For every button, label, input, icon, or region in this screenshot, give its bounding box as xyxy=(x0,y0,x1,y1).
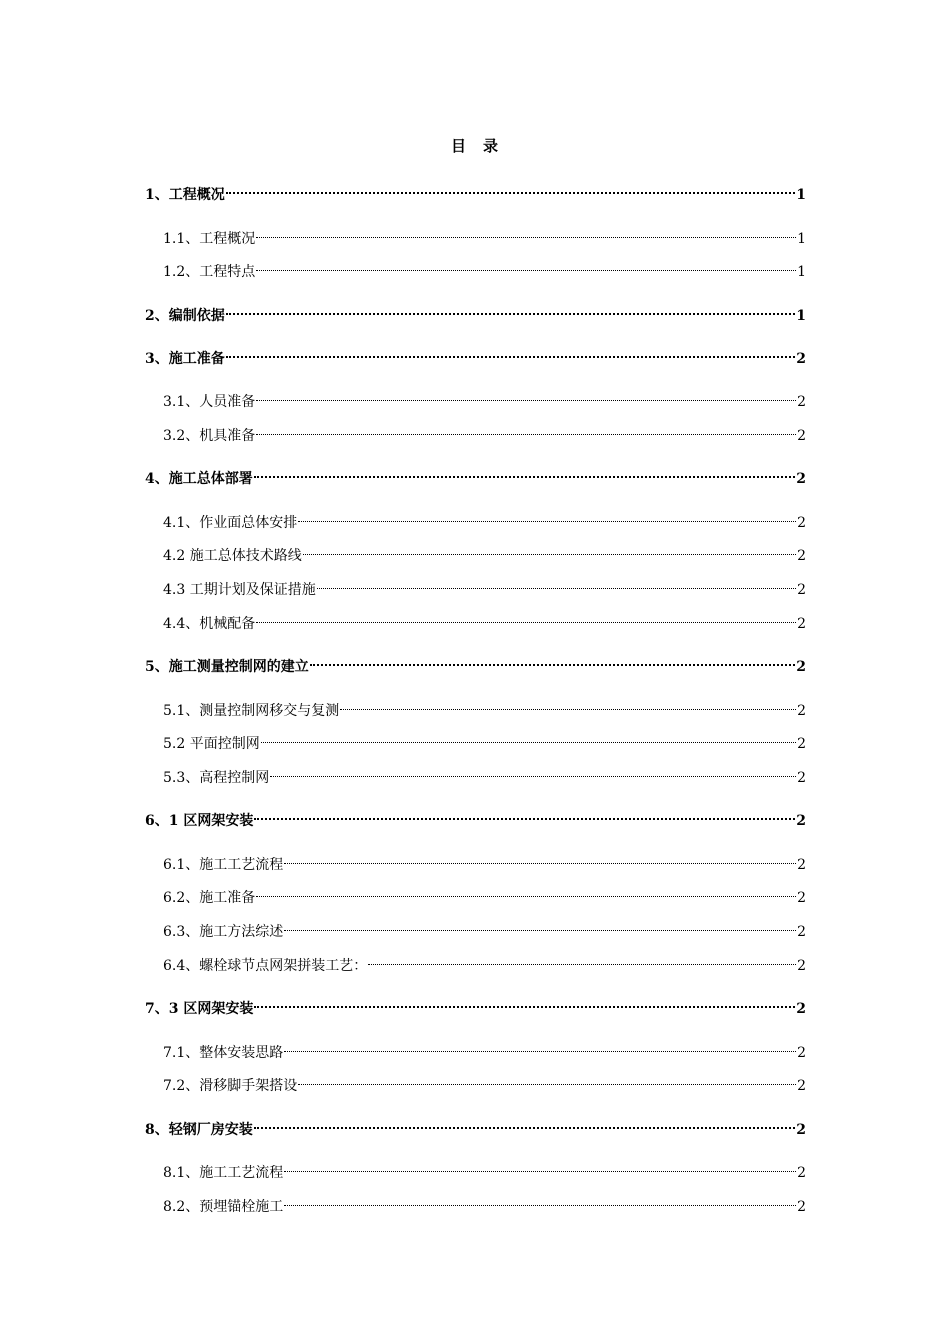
toc-entry-7-2[interactable] xyxy=(163,1070,806,1094)
toc-page-number: 2 xyxy=(797,1078,806,1094)
toc-page-number: 2 xyxy=(797,736,806,752)
toc-leader xyxy=(254,1114,796,1134)
toc-entry-label: 8.2、预埋锚栓施工 xyxy=(163,1199,284,1215)
toc-entry-6-3[interactable] xyxy=(163,916,806,940)
toc-entry-label: 1.1、工程概况 xyxy=(163,231,256,247)
toc-leader xyxy=(261,728,796,748)
toc-entry-3-2[interactable] xyxy=(163,420,806,444)
toc-page-number: 2 xyxy=(796,813,806,829)
toc-entry-7[interactable] xyxy=(145,993,806,1017)
toc-entry-label: 5.2 平面控制网 xyxy=(163,736,260,752)
toc-entry-label: 4.3 工期计划及保证措施 xyxy=(163,582,316,598)
toc-entry-label: 4.1、作业面总体安排 xyxy=(163,515,298,531)
toc-leader xyxy=(284,1037,796,1057)
toc-page-number: 1 xyxy=(797,231,806,247)
toc-entry-8[interactable] xyxy=(145,1114,806,1138)
toc-entry-6-2[interactable] xyxy=(163,882,806,906)
toc-page-number: 1 xyxy=(796,187,806,203)
toc-page-number: 2 xyxy=(797,428,806,444)
toc-leader xyxy=(340,695,796,715)
toc-entry-4[interactable] xyxy=(145,463,806,487)
toc-page-number: 1 xyxy=(796,308,806,324)
toc-page-number: 2 xyxy=(797,890,806,906)
toc-entry-5-2[interactable] xyxy=(163,728,806,752)
toc-page-number: 2 xyxy=(796,1122,806,1138)
toc-leader xyxy=(256,882,796,902)
toc-leader xyxy=(284,1157,796,1177)
toc-page-number: 2 xyxy=(797,703,806,719)
toc-entry-label: 2、编制依据 xyxy=(145,308,225,324)
toc-page-number: 2 xyxy=(797,857,806,873)
toc-entry-7-1[interactable] xyxy=(163,1037,806,1061)
toc-entry-1-2[interactable] xyxy=(163,256,806,280)
toc-leader xyxy=(256,256,796,276)
toc-entry-2[interactable] xyxy=(145,300,806,324)
toc-entry-8-1[interactable] xyxy=(163,1157,806,1181)
toc-leader xyxy=(303,540,796,560)
toc-entry-label: 8.1、施工工艺流程 xyxy=(163,1165,284,1181)
toc-leader xyxy=(284,916,796,936)
toc-entry-label: 3.1、人员准备 xyxy=(163,394,256,410)
toc-entry-4-4[interactable] xyxy=(163,608,806,632)
toc-leader xyxy=(256,386,796,406)
toc-entry-label: 7、3 区网架安装 xyxy=(145,1001,254,1017)
toc-entry-label: 1.2、工程特点 xyxy=(163,264,256,280)
toc-leader xyxy=(226,300,796,320)
toc-page-number: 2 xyxy=(797,1199,806,1215)
toc-page-number: 2 xyxy=(796,1001,806,1017)
toc-leader xyxy=(368,950,796,970)
toc-entry-6-1[interactable] xyxy=(163,849,806,873)
toc-page-number: 2 xyxy=(797,616,806,632)
toc-leader xyxy=(254,993,795,1013)
toc-leader xyxy=(254,463,796,483)
toc-entry-3[interactable] xyxy=(145,343,806,367)
toc-entry-1[interactable] xyxy=(145,179,806,203)
toc-title: 目 录 xyxy=(450,137,499,155)
toc-page-number: 2 xyxy=(797,958,806,974)
toc-leader xyxy=(256,420,796,440)
toc-leader xyxy=(298,507,796,527)
toc-entry-label: 6.4、螺栓球节点网架拼装工艺： xyxy=(163,958,368,974)
toc-entry-label: 4.2 施工总体技术路线 xyxy=(163,548,302,564)
toc-page-number: 2 xyxy=(797,1045,806,1061)
toc-page-number: 2 xyxy=(797,770,806,786)
toc-entry-label: 4.4、机械配备 xyxy=(163,616,256,632)
toc-entry-4-3[interactable] xyxy=(163,574,806,598)
toc-leader xyxy=(270,762,796,782)
toc-leader xyxy=(310,651,796,671)
toc-entry-3-1[interactable] xyxy=(163,386,806,410)
toc-entry-label: 6.1、施工工艺流程 xyxy=(163,857,284,873)
toc-page-number: 2 xyxy=(797,1165,806,1181)
toc-entry-label: 7.1、整体安装思路 xyxy=(163,1045,284,1061)
toc-leader xyxy=(256,223,796,243)
toc-entry-4-1[interactable] xyxy=(163,507,806,531)
toc-entry-6-4[interactable] xyxy=(163,950,806,974)
toc-page-number: 2 xyxy=(796,471,806,487)
toc-entry-label: 4、施工总体部署 xyxy=(145,471,253,487)
toc-leader xyxy=(298,1070,796,1090)
toc-page-number: 2 xyxy=(796,659,806,675)
toc-leader xyxy=(317,574,796,594)
toc-entry-label: 7.2、滑移脚手架搭设 xyxy=(163,1078,298,1094)
toc-entry-5-1[interactable] xyxy=(163,695,806,719)
toc-entry-5-3[interactable] xyxy=(163,762,806,786)
toc-entry-4-2[interactable] xyxy=(163,540,806,564)
toc-entry-label: 3、施工准备 xyxy=(145,351,225,367)
toc-entry-8-2[interactable] xyxy=(163,1191,806,1215)
toc-entry-label: 1、工程概况 xyxy=(145,187,225,203)
toc-page-number: 2 xyxy=(797,924,806,940)
toc-leader xyxy=(256,608,796,628)
toc-entry-label: 3.2、机具准备 xyxy=(163,428,256,444)
toc-entry-label: 8、轻钢厂房安装 xyxy=(145,1122,253,1138)
toc-entry-label: 6.3、施工方法综述 xyxy=(163,924,284,940)
toc-entry-label: 5、施工测量控制网的建立 xyxy=(145,659,309,675)
toc-entry-6[interactable] xyxy=(145,805,806,829)
toc-page-number: 2 xyxy=(796,351,806,367)
toc-leader xyxy=(226,179,796,199)
toc-entry-label: 5.1、测量控制网移交与复测 xyxy=(163,703,340,719)
toc-entry-label: 6、1 区网架安装 xyxy=(145,813,254,829)
toc-page-number: 2 xyxy=(797,582,806,598)
toc-leader xyxy=(284,849,796,869)
toc-leader xyxy=(226,343,796,363)
toc-entry-5[interactable] xyxy=(145,651,806,675)
toc-entry-1-1[interactable] xyxy=(163,223,806,247)
toc-entry-label: 5.3、高程控制网 xyxy=(163,770,270,786)
toc-leader xyxy=(284,1191,796,1211)
toc-page-number: 2 xyxy=(797,515,806,531)
toc-page-number: 2 xyxy=(797,548,806,564)
toc-entry-label: 6.2、施工准备 xyxy=(163,890,256,906)
toc-page-number: 1 xyxy=(797,264,806,280)
toc-page-number: 2 xyxy=(797,394,806,410)
toc-leader xyxy=(254,805,795,825)
